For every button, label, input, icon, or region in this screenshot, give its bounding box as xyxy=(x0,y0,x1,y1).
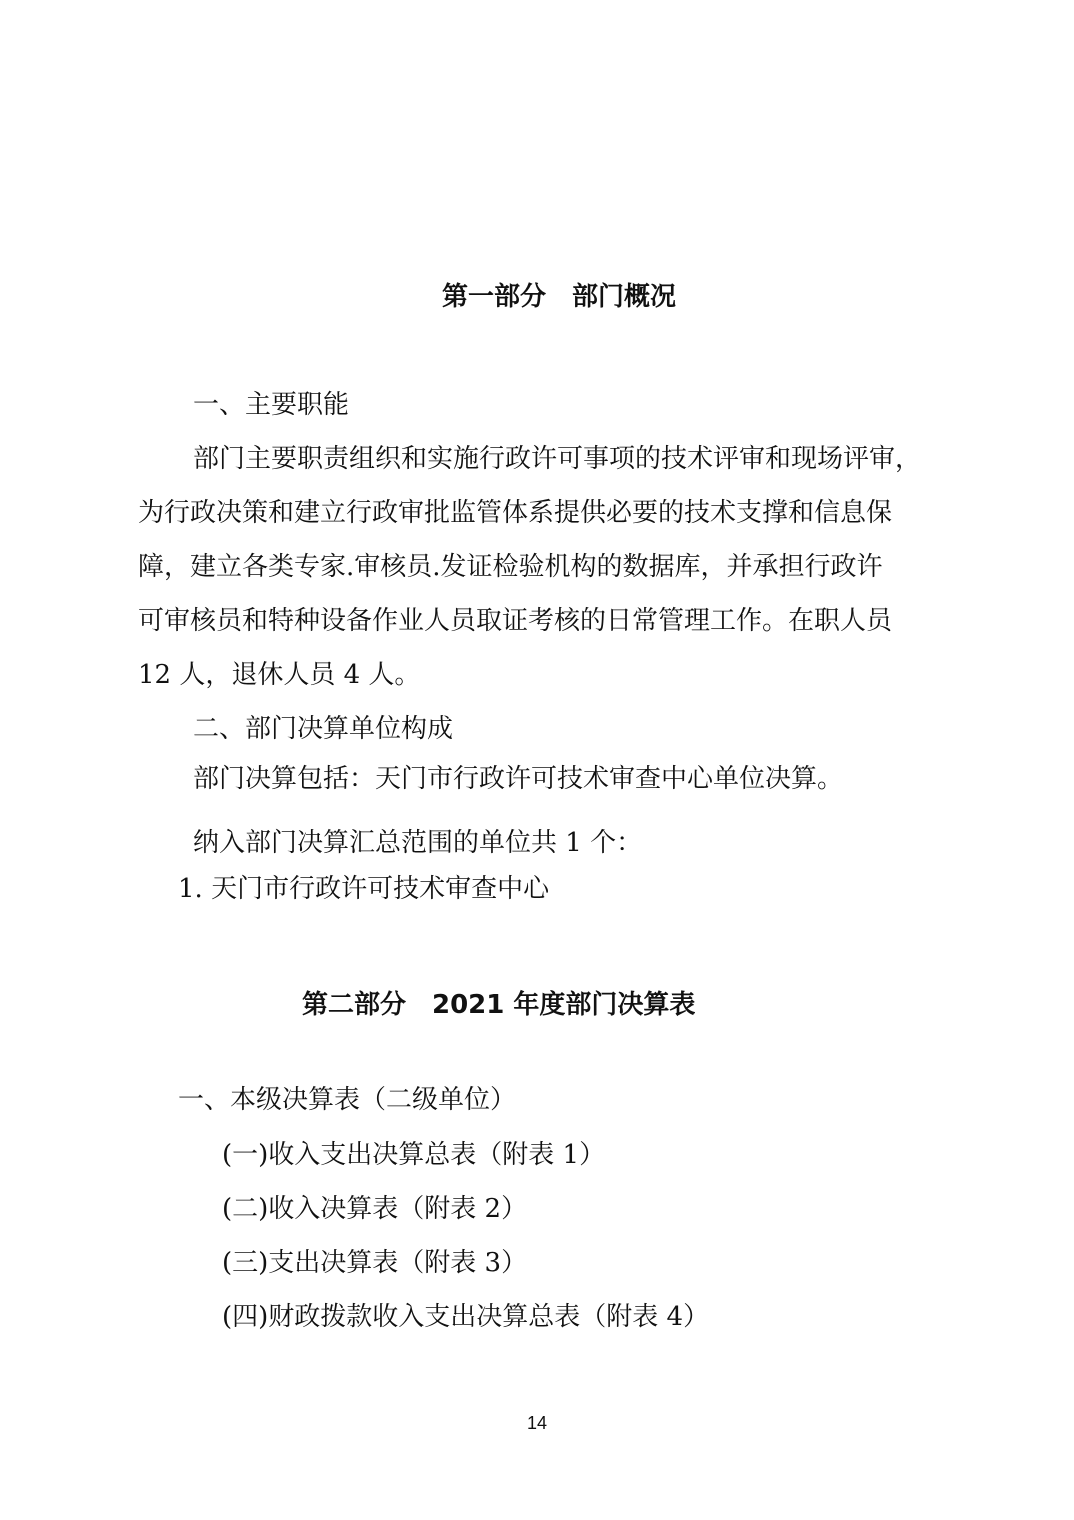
paragraph-line: 障，建立各类专家.审核员.发证检验机构的数据库，并承担行政许 xyxy=(138,552,883,582)
paragraph-line: 为行政决策和建立行政审批监管体系提供必要的技术支撑和信息保 xyxy=(138,498,893,528)
part2-item-4: (四)财政拨款收入支出决算总表（附表 4） xyxy=(222,1302,710,1332)
part1-section2-heading: 二、部门决算单位构成 xyxy=(193,714,454,744)
part2-section1-heading: 一、本级决算表（二级单位） xyxy=(178,1085,517,1115)
part2-item-2: (二)收入决算表（附表 2） xyxy=(222,1194,528,1224)
part1-section1-paragraph xyxy=(138,432,942,702)
paragraph-line: 12 人，退休人员 4 人。 xyxy=(138,660,421,690)
part1-section2-line1: 部门决算包括：天门市行政许可技术审查中心单位决算。 xyxy=(193,764,844,794)
page-number: 14 xyxy=(527,1413,548,1433)
part1-section2-line2: 纳入部门决算汇总范围的单位共 1 个： xyxy=(193,828,643,858)
paragraph-line: 部门主要职责组织和实施行政许可事项的技术评审和现场评审， xyxy=(193,444,922,474)
part1-section2-item1: 1. 天门市行政许可技术审查中心 xyxy=(178,874,550,904)
part2-title: 第二部分 2021 年度部门决算表 xyxy=(302,990,696,1020)
part1-title: 第一部分 部门概况 xyxy=(442,282,677,312)
part2-item-1: (一)收入支出决算总表（附表 1） xyxy=(222,1140,606,1170)
part2-item-3: (三)支出决算表（附表 3） xyxy=(222,1248,528,1278)
part1-section1-heading: 一、主要职能 xyxy=(193,390,350,420)
paragraph-line: 可审核员和特种设备作业人员取证考核的日常管理工作。在职人员 xyxy=(138,606,893,636)
